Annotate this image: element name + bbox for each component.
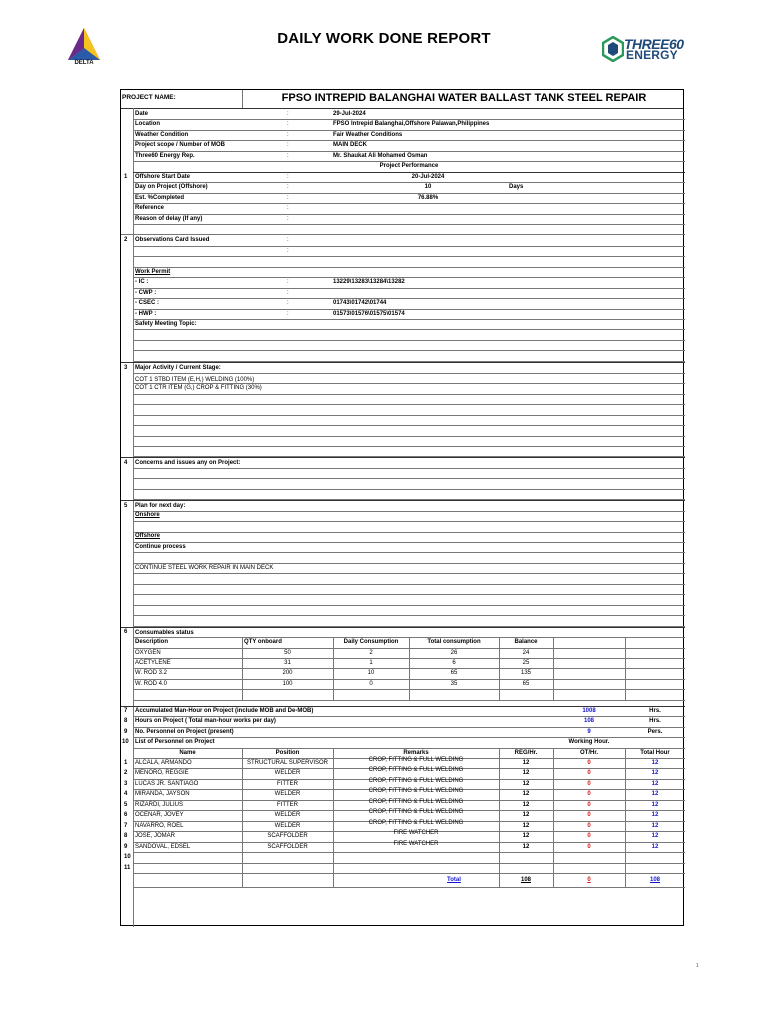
summary-unit: Pers. <box>647 728 663 735</box>
row-number: 1 <box>124 173 128 180</box>
grid-line <box>133 511 685 512</box>
personnel-ot: 0 <box>587 770 591 777</box>
colon: : <box>287 152 289 159</box>
consumable-balance: 135 <box>520 670 531 677</box>
grid-line <box>133 267 685 268</box>
grid-line <box>133 224 685 225</box>
colon: : <box>287 247 289 254</box>
brand-line2: ENERGY <box>626 48 678 62</box>
consumable-total: 6 <box>452 659 456 666</box>
personnel-ot: 0 <box>587 801 591 808</box>
personnel-remarks: FIRE WATCHER <box>393 830 439 837</box>
personnel-remarks: FIRE WATCHER <box>393 840 439 847</box>
brand-line1: THREE60 <box>624 36 684 52</box>
row-number: 11 <box>124 864 131 871</box>
colon: : <box>287 173 289 180</box>
personnel-reg: 12 <box>522 822 530 829</box>
col-header: Balance <box>514 639 538 646</box>
consumables-label: Consumables status <box>135 629 194 636</box>
info-value: FPSO Intrepid Balanghai,Offshore Palawan,Philippines <box>333 121 490 128</box>
col-header: QTY onboard <box>244 639 282 646</box>
grid-line <box>133 288 685 289</box>
perf-value: 10 <box>424 184 432 191</box>
grid-line <box>333 637 334 700</box>
grid-line <box>133 319 685 320</box>
personnel-ot: 0 <box>587 822 591 829</box>
perf-label: Day on Project (Offshore) <box>135 184 208 191</box>
personnel-ot: 0 <box>587 780 591 787</box>
permit-label: - CWP : <box>135 289 157 296</box>
permit-label: - IC : <box>135 279 149 286</box>
grid-line <box>553 637 554 700</box>
consumable-qty: 50 <box>284 649 291 656</box>
consumable-balance: 24 <box>522 649 530 656</box>
col-header: Name <box>179 749 196 756</box>
personnel-position: WELDER <box>274 822 301 829</box>
personnel-ot: 0 <box>587 791 591 798</box>
info-label: Date <box>135 111 149 117</box>
grid-line <box>625 637 626 700</box>
personnel-name: MIRANDA, JAYSON <box>135 791 190 798</box>
personnel-reg: 12 <box>522 812 530 819</box>
personnel-reg: 12 <box>522 833 530 840</box>
grid-line <box>133 340 685 341</box>
consumable-name: W. ROD 3.2 <box>135 670 168 677</box>
personnel-total: 12 <box>651 812 659 819</box>
perf-label: Reason of delay (If any) <box>135 215 203 222</box>
colon: : <box>287 205 289 212</box>
row-number: 5 <box>124 503 128 510</box>
personnel-name: MENORO, REGGIE <box>135 770 189 777</box>
grid-line <box>133 256 685 257</box>
grid-line <box>133 863 685 864</box>
grid-line <box>133 394 685 395</box>
consumable-qty: 200 <box>282 670 293 677</box>
colon: : <box>287 142 289 149</box>
summary-label: Hours on Project ( Total man-hour works per day) <box>135 718 276 725</box>
performance-heading: Project Performance <box>379 163 439 170</box>
personnel-name: LUCAS JR. SANTIAGO <box>135 780 199 787</box>
consumable-daily: 2 <box>369 649 373 656</box>
consumable-balance: 65 <box>522 680 530 687</box>
perf-value: 20-Jul-2024 <box>411 173 445 180</box>
personnel-reg: 12 <box>522 780 530 787</box>
grid-line <box>133 404 685 405</box>
summary-value: 1008 <box>582 707 596 714</box>
summary-unit: Hrs. <box>649 718 661 725</box>
consumable-daily: 1 <box>369 659 373 666</box>
grid-line <box>133 309 685 310</box>
summary-unit: Hrs. <box>649 707 661 714</box>
summary-value: 9 <box>587 728 591 735</box>
consumable-total: 65 <box>450 670 458 677</box>
personnel-name: JOSE, JOMAR <box>135 833 176 840</box>
grid-line <box>133 478 685 479</box>
info-label: Location <box>135 121 160 128</box>
grid-line <box>625 748 626 887</box>
colon: : <box>287 215 289 222</box>
page-number: 1 <box>696 963 699 969</box>
grid-line <box>133 573 685 574</box>
personnel-reg: 12 <box>522 801 530 808</box>
grid-line <box>121 234 685 235</box>
row-number: 7 <box>124 822 128 829</box>
grid-line <box>133 446 685 447</box>
personnel-name: OCENAR, JOVEY <box>135 812 184 819</box>
grid-line <box>133 203 685 204</box>
work-permit-title: Work Permit <box>135 268 171 275</box>
personnel-label: List of Personnel on Project <box>135 739 215 746</box>
grid-line <box>133 277 685 278</box>
grid-line <box>499 637 500 700</box>
row-number: 9 <box>124 843 128 850</box>
plan-label: Plan for next day: <box>135 503 186 510</box>
personnel-total: 12 <box>651 760 659 766</box>
permit-value: 01573\01576\01575\01574 <box>333 310 405 317</box>
permit-value: 01743\01742\01744 <box>333 300 387 307</box>
grid-line <box>133 108 134 927</box>
grid-line <box>133 852 685 853</box>
perf-unit: Days <box>509 184 524 191</box>
observations-label: Observations Card Issued <box>135 237 210 244</box>
working-hour-label: Working Hour. <box>568 739 610 746</box>
colon: : <box>287 111 289 117</box>
info-label: Weather Condition <box>135 131 189 138</box>
grid-line <box>242 748 243 887</box>
consumable-name: OXYGEN <box>135 649 161 656</box>
row-number: 7 <box>124 707 128 714</box>
row-number: 4 <box>124 460 128 467</box>
consumable-balance: 25 <box>522 659 530 666</box>
col-header: Total Hour <box>640 749 670 756</box>
info-value: Fair Weather Conditions <box>333 131 403 138</box>
colon: : <box>287 184 289 191</box>
personnel-remarks: CROP, FITTING & FULL WELDING <box>368 788 464 795</box>
col-header: Position <box>275 749 300 756</box>
permit-label: - HWP : <box>135 310 157 317</box>
hexagon-icon <box>602 36 624 62</box>
personnel-total: 12 <box>651 780 659 787</box>
delta-logo-text: DELTA <box>74 60 94 66</box>
safety-meeting-label: Safety Meeting Topic: <box>135 321 197 327</box>
consumable-daily: 10 <box>367 670 375 677</box>
personnel-remarks: CROP, FITTING & FULL WELDING <box>368 819 464 826</box>
consumable-name: W. ROD 4.0 <box>135 680 168 687</box>
onshore-label: Onshore <box>135 511 160 518</box>
consumable-daily: 0 <box>369 680 373 687</box>
plan-detail: CONTINUE STEEL WORK REPAIR IN MAIN DECK <box>135 564 274 571</box>
total-hours: 108 <box>649 876 660 883</box>
col-header: Description <box>135 639 169 646</box>
personnel-total: 12 <box>651 791 659 798</box>
col-header: Total consumption <box>427 639 481 646</box>
info-label: Three60 Energy Rep. <box>135 152 195 159</box>
personnel-total: 12 <box>651 833 659 840</box>
colon: : <box>287 121 289 128</box>
grid-line <box>133 383 685 384</box>
grid-line <box>133 521 685 522</box>
personnel-reg: 12 <box>522 770 530 777</box>
row-number: 10 <box>122 739 129 746</box>
perf-label: Reference <box>135 205 165 212</box>
colon: : <box>287 289 289 296</box>
row-number: 10 <box>124 854 131 861</box>
grid-line <box>133 873 685 874</box>
personnel-total: 12 <box>651 770 659 777</box>
grid-line <box>133 532 685 533</box>
grid-line <box>553 748 554 887</box>
grid-line <box>133 887 685 888</box>
personnel-position: STRUCTURAL SUPERVISOR <box>246 760 328 766</box>
grid-line <box>133 298 685 299</box>
personnel-remarks: CROP, FITTING & FULL WELDING <box>368 809 464 816</box>
row-number: 6 <box>124 628 128 635</box>
personnel-total: 12 <box>651 801 659 808</box>
personnel-remarks: CROP, FITTING & FULL WELDING <box>368 777 464 784</box>
total-ot: 0 <box>587 876 591 883</box>
grid-line <box>121 108 683 109</box>
grid-line <box>121 500 685 501</box>
total-label: Total <box>447 876 461 883</box>
row-number: 3 <box>124 364 128 371</box>
colon: : <box>287 237 289 244</box>
grid-line <box>133 468 685 469</box>
grid-line <box>121 457 685 458</box>
personnel-position: FITTER <box>277 780 298 787</box>
info-value: Mr. Shaukat Ali Mohamed Osman <box>333 152 428 159</box>
grid-line <box>133 373 685 374</box>
grid-line <box>133 615 685 616</box>
grid-line <box>409 637 410 700</box>
personnel-total: 12 <box>651 843 659 850</box>
personnel-remarks: CROP, FITTING & FULL WELDING <box>368 798 464 805</box>
grid-line <box>499 748 500 887</box>
personnel-position: WELDER <box>274 791 301 798</box>
summary-label: No. Personnel on Project (present) <box>135 728 234 735</box>
personnel-position: WELDER <box>274 812 301 819</box>
row-number: 1 <box>124 760 128 766</box>
info-label: Project scope / Number of MOB <box>135 142 226 149</box>
personnel-remarks: CROP, FITTING & FULL WELDING <box>368 767 464 774</box>
grid-line <box>133 246 685 247</box>
grid-line <box>133 329 685 330</box>
total-reg: 108 <box>520 876 531 883</box>
personnel-position: SCAFFOLDER <box>267 843 308 850</box>
personnel-ot: 0 <box>587 833 591 840</box>
grid-line <box>133 594 685 595</box>
personnel-reg: 12 <box>522 760 530 766</box>
continue-process-label: Continue process <box>135 544 186 550</box>
major-activity-line: COT 1 STBD ITEM (E,H,) WELDING (100%) <box>135 377 255 384</box>
permit-label: - CSEC : <box>135 300 159 307</box>
grid-line <box>121 362 685 363</box>
permit-value: 13229\13283\13284\13282 <box>333 279 405 286</box>
row-number: 3 <box>124 780 128 787</box>
personnel-total: 12 <box>651 822 659 829</box>
offshore-label: Offshore <box>135 532 161 539</box>
consumable-total: 26 <box>450 649 458 656</box>
summary-label: Accumulated Man-Hour on Project (include MOB and De-MOB) <box>135 707 314 714</box>
grid-line <box>133 350 685 351</box>
col-header: Daily Consumption <box>343 639 399 646</box>
grid-line <box>133 605 685 606</box>
row-number: 6 <box>124 812 128 819</box>
grid-line <box>121 627 685 628</box>
report-sheet <box>120 89 684 926</box>
consumable-qty: 31 <box>284 659 291 666</box>
colon: : <box>287 131 289 138</box>
perf-label: Est. %Completed <box>135 194 185 201</box>
grid-line <box>133 425 685 426</box>
major-activity-label: Major Activity / Current Stage: <box>135 364 221 371</box>
colon: : <box>287 279 289 286</box>
colon: : <box>287 300 289 307</box>
grid-line <box>333 748 334 887</box>
row-number: 2 <box>124 237 128 244</box>
col-header: REG/Hr. <box>514 749 538 756</box>
personnel-position: WELDER <box>274 770 301 777</box>
personnel-name: RIZARDI, JULIUS <box>135 801 184 808</box>
row-number: 5 <box>124 801 128 808</box>
concerns-label: Concerns and issues any on Project: <box>135 460 241 467</box>
consumable-total: 35 <box>450 680 458 687</box>
personnel-name: NAVARRO, ROEL <box>135 822 184 829</box>
row-number: 9 <box>124 728 128 735</box>
personnel-ot: 0 <box>587 760 591 766</box>
grid-line <box>133 130 685 131</box>
perf-label: Offshore Start Date <box>135 173 191 180</box>
project-name: FPSO INTREPID BALANGHAI WATER BALLAST TANK STEEL REPAIR <box>281 92 647 104</box>
perf-value: 76.88% <box>417 194 439 201</box>
row-number: 8 <box>124 718 128 725</box>
major-activity-line: COT 1 CTR ITEM (G,) CROP & FITTING (30%) <box>135 385 262 392</box>
grid-line <box>242 90 243 108</box>
consumable-name: ACETYLENE <box>135 659 171 666</box>
grid-line <box>133 489 685 490</box>
summary-value: 108 <box>583 718 594 725</box>
grid-line <box>133 415 685 416</box>
personnel-name: ALCALA, ARMANDO <box>135 760 192 766</box>
personnel-reg: 12 <box>522 791 530 798</box>
col-header: OT/Hr. <box>579 749 598 756</box>
grid-line <box>133 214 685 215</box>
grid-line <box>133 584 685 585</box>
grid-line <box>133 436 685 437</box>
personnel-remarks: CROP, FITTING & FULL WELDING <box>368 757 464 763</box>
personnel-name: SANDOVAL, EDSEL <box>135 843 191 850</box>
info-value: MAIN DECK <box>333 142 367 149</box>
row-number: 8 <box>124 833 128 840</box>
personnel-ot: 0 <box>587 843 591 850</box>
project-name-label: PROJECT NAME: <box>122 94 176 101</box>
row-number: 2 <box>124 770 128 777</box>
personnel-reg: 12 <box>522 843 530 850</box>
col-header: Remarks <box>403 749 429 756</box>
personnel-ot: 0 <box>587 812 591 819</box>
personnel-position: FITTER <box>277 801 298 808</box>
info-value: 29-Jul-2024 <box>333 111 366 117</box>
report-title: DAILY WORK DONE REPORT <box>277 30 491 47</box>
grid-line <box>242 637 243 700</box>
grid-line <box>133 542 685 543</box>
colon: : <box>287 310 289 317</box>
grid-line <box>133 700 685 701</box>
row-number: 4 <box>124 791 128 798</box>
colon: : <box>287 194 289 201</box>
three60-energy-logo <box>602 36 698 66</box>
consumable-qty: 100 <box>282 680 293 687</box>
grid-line <box>133 552 685 553</box>
personnel-position: SCAFFOLDER <box>267 833 308 840</box>
